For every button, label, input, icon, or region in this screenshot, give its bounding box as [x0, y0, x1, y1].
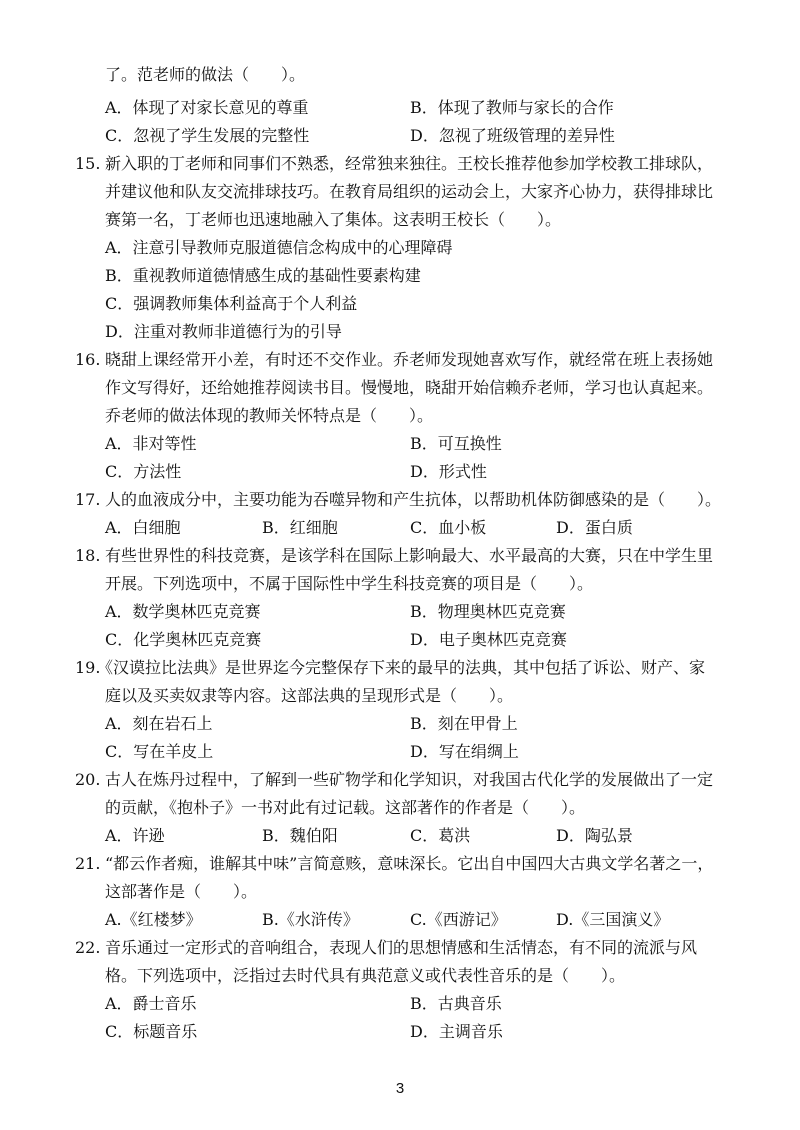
q19-stem-line-1: 《汉谟拉比法典》是世界迄今完整保存下来的最早的法典，其中包括了诉讼、财产、家 [97, 658, 706, 677]
q21-option-a: A.《红楼梦》 [105, 910, 202, 929]
q15-number: 15. [75, 154, 101, 173]
q19-option-a: A．刻在岩石上 [105, 714, 213, 733]
q20-option-c: C．葛洪 [410, 826, 471, 845]
q22-option-c: C．标题音乐 [105, 1022, 198, 1041]
q19-option-d: D．写在绢绸上 [410, 742, 519, 761]
q22-stem-line-2: 格。下列选项中，泛指过去时代具有典范意义或代表性音乐的是（ ）。 [105, 966, 626, 985]
q21-stem-line-1: “都云作者痴，谁解其中味”言简意赅，意味深长。它出自中国四大古典文学名著之一， [105, 854, 714, 873]
q19-number: 19. [75, 658, 101, 677]
q19-option-c: C．写在羊皮上 [105, 742, 214, 761]
q20-option-b: B．魏伯阳 [262, 826, 338, 845]
q16-stem-line-1: 晓甜上课经常开小差，有时还不交作业。乔老师发现她喜欢写作，就经常在班上表扬她 [105, 350, 714, 369]
q20-stem-line-2: 的贡献，《抱朴子》一书对此有过记载。这部著作的作者是（ ）。 [105, 798, 586, 817]
q20-number: 20. [75, 770, 101, 789]
q18-number: 18. [75, 546, 101, 565]
q15-stem-line-1: 新入职的丁老师和同事们不熟悉，经常独来独往。王校长推荐他参加学校教工排球队， [105, 154, 714, 173]
q21-option-d: D.《三国演义》 [556, 910, 670, 929]
page-number: 3 [395, 1080, 405, 1097]
q17-stem-line-1: 人的血液成分中，主要功能为吞噬异物和产生抗体，以帮助机体防御感染的是（ ）。 [105, 490, 722, 509]
q18-stem-line-2: 开展。下列选项中，不属于国际性中学生科技竞赛的项目是（ ）。 [105, 574, 594, 593]
q21-option-c: C.《西游记》 [410, 910, 507, 929]
q21-option-b: B.《水浒传》 [262, 910, 359, 929]
q14-option-b: B．体现了教师与家长的合作 [410, 98, 614, 117]
q15-option-b: B．重视教师道德情感生成的基础性要素构建 [105, 266, 421, 285]
q20-option-d: D．陶弘景 [556, 826, 633, 845]
q18-option-a: A．数学奥林匹克竞赛 [105, 602, 261, 621]
q22-option-a: A．爵士音乐 [105, 994, 197, 1013]
q14-option-c: C．忽视了学生发展的完整性 [105, 126, 310, 145]
q16-option-b: B．可互换性 [410, 434, 502, 453]
q22-stem-line-1: 音乐通过一定形式的音响组合，表现人们的思想情感和生活情态，有不同的流派与风 [105, 938, 698, 957]
q16-stem-line-2: 作文写得好，还给她推荐阅读书目。慢慢地，晓甜开始信赖乔老师，学习也认真起来。 [105, 378, 714, 397]
q22-option-b: B．古典音乐 [410, 994, 502, 1013]
q15-stem-line-3: 赛第一名，丁老师也迅速地融入了集体。这表明王校长（ ）。 [105, 210, 562, 229]
q19-stem-line-2: 庭以及买卖奴隶等内容。这部法典的呈现形式是（ ）。 [105, 686, 514, 705]
q16-option-c: C．方法性 [105, 462, 182, 481]
q21-stem-line-2: 这部著作是（ ）。 [105, 882, 258, 901]
q20-stem-line-1: 古人在炼丹过程中，了解到一些矿物学和化学知识，对我国古代化学的发展做出了一定 [105, 770, 714, 789]
q16-option-d: D．形式性 [410, 462, 487, 481]
q15-stem-line-2: 并建议他和队友交流排球技巧。在教育局组织的运动会上，大家齐心协力，获得排球比 [105, 182, 714, 201]
q17-option-b: B．红细胞 [262, 518, 338, 537]
q17-option-c: C．血小板 [410, 518, 487, 537]
q17-option-a: A．白细胞 [105, 518, 181, 537]
q22-option-d: D．主调音乐 [410, 1022, 503, 1041]
q16-option-a: A．非对等性 [105, 434, 197, 453]
q18-option-c: C．化学奥林匹克竞赛 [105, 630, 262, 649]
q16-stem-line-3: 乔老师的做法体现的教师关怀特点是（ ）。 [105, 406, 434, 425]
q18-stem-line-1: 有些世界性的科技竞赛，是该学科在国际上影响最大、水平最高的大赛，只在中学生里 [105, 546, 714, 565]
q14-option-a: A．体现了对家长意见的尊重 [105, 98, 309, 117]
q15-option-a: A．注意引导教师克服道德信念构成中的心理障碍 [105, 238, 453, 257]
q17-option-d: D．蛋白质 [556, 518, 633, 537]
q18-option-b: B．物理奥林匹克竞赛 [410, 602, 566, 621]
q17-number: 17. [75, 490, 101, 509]
q19-option-b: B．刻在甲骨上 [410, 714, 518, 733]
q16-number: 16. [75, 350, 101, 369]
q15-option-d: D．注重对教师非道德行为的引导 [105, 322, 342, 341]
q21-number: 21. [75, 854, 101, 873]
q18-option-d: D．电子奥林匹克竞赛 [410, 630, 567, 649]
q14-option-d: D．忽视了班级管理的差异性 [410, 126, 615, 145]
q20-option-a: A．许逊 [105, 826, 165, 845]
q14-stem-tail: 了。范老师的做法（ ）。 [105, 65, 306, 84]
q22-number: 22. [75, 938, 101, 957]
q15-option-c: C．强调教师集体利益高于个人利益 [105, 294, 358, 313]
